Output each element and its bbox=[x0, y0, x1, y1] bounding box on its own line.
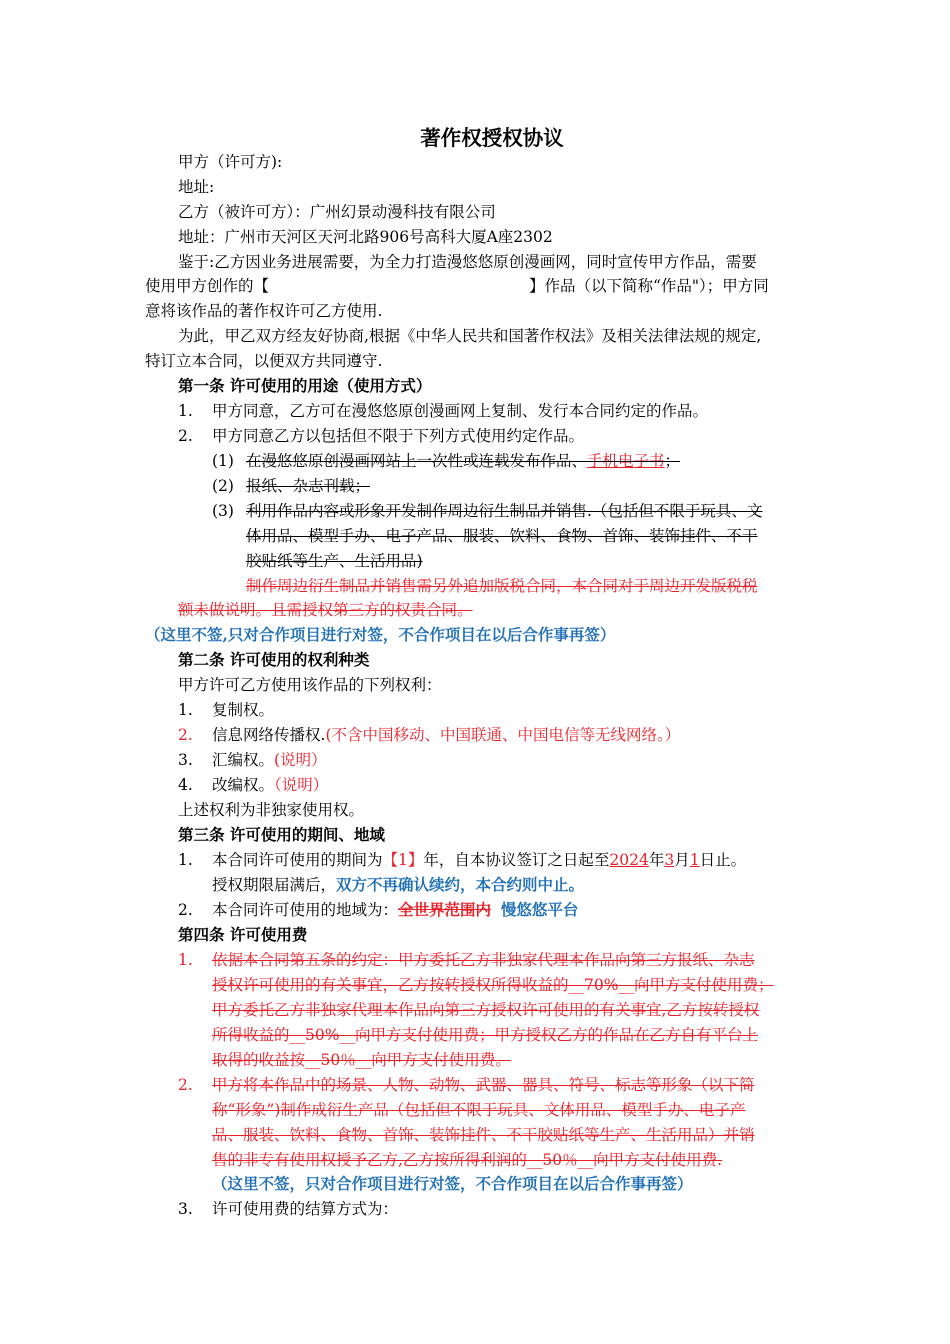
territory-text: 本合同许可使用的地域为： bbox=[212, 901, 399, 919]
article-4-item-3 bbox=[178, 1199, 398, 1219]
article-2-right-2 bbox=[178, 725, 680, 745]
item-number: 2. bbox=[178, 726, 193, 744]
item-text: 改编权。 bbox=[212, 776, 275, 794]
item-text: 甲方同意，乙方可在漫悠悠原创漫画网上复制、发行本合同约定的作品。 bbox=[212, 402, 709, 420]
item-text: 甲方同意乙方以包括但不限于下列方式使用约定作品。 bbox=[212, 427, 585, 445]
term-month-unit: 月 bbox=[674, 851, 690, 869]
article-1-sub-1 bbox=[212, 451, 680, 471]
sub-inserted-text: 手机电子书 bbox=[587, 452, 665, 470]
term-years: 【1】 bbox=[382, 851, 424, 869]
whereas-line-1: 鉴于:乙方因业务进展需要，为全力打造漫悠悠原创漫画网，同时宣传甲方作品，需要 bbox=[178, 253, 757, 271]
renewal-note: 双方不再确认续约，本合约则中止。 bbox=[336, 875, 585, 894]
article-4-item-1-line-3: 甲方委托乙方非独家代理本作品向第三方授权许可使用的有关事宜,乙方按转授权 bbox=[212, 1001, 760, 1019]
article-2-intro: 甲方许可乙方使用该作品的下列权利： bbox=[178, 676, 442, 694]
term-text-b: 年，自本协议签订之日起至 bbox=[423, 851, 610, 869]
term-year-unit: 年 bbox=[648, 851, 665, 869]
article-1-item-2 bbox=[178, 426, 584, 446]
sub-text: 利用作品内容或形象开发制作周边衍生制品并销售.（包括但不限于玩具、文 bbox=[246, 502, 763, 520]
item-number: 3. bbox=[178, 751, 193, 769]
article-4-item-1-line-2: 授权许可使用的有关事宜，乙方按转授权所得收益的__70%__向甲方支付使用费； bbox=[212, 976, 774, 994]
party-b-address: 地址：广州市天河区天河北路906号高科大厦A座2302 bbox=[178, 228, 553, 246]
term-text-c: 日止。 bbox=[699, 851, 747, 869]
party-a-address: 地址: bbox=[178, 178, 215, 196]
sub-text: 在漫悠悠原创漫画网站上一次性或连载发布作品、 bbox=[246, 452, 588, 470]
article-1-heading: 第一条 许可使用的用途（使用方式） bbox=[178, 376, 432, 395]
article-2-right-4 bbox=[178, 775, 328, 795]
item-number: 2. bbox=[178, 427, 193, 445]
item-number: 3. bbox=[178, 1200, 193, 1218]
party-b-label: 乙方（被许可方）：广州幻景动漫科技有限公司 bbox=[178, 203, 496, 221]
article-4-item-1-line-4: 所得收益的__50%__向甲方支付使用费；甲方授权乙方的作品在乙方自有平台上 bbox=[212, 1026, 758, 1044]
article-2-closing: 上述权利为非独家使用权。 bbox=[178, 801, 365, 819]
article-1-red-note-line-1: 制作周边衍生制品并销售需另外追加版税合同，本合同对于周边开发版税税 bbox=[246, 577, 758, 595]
item-text: 信息网络传播权. bbox=[212, 726, 326, 744]
party-a-label: 甲方（许可方): bbox=[178, 153, 283, 171]
item-number: 1. bbox=[178, 402, 193, 420]
item-text: 甲方将本作品中的场景、人物、动物、武器、器具、符号、标志等形象（以下简 bbox=[212, 1076, 755, 1094]
article-2-right-3 bbox=[178, 750, 327, 770]
sub-text: 报纸、杂志刊载； bbox=[246, 477, 371, 495]
article-1-signing-note: （这里不签,只对合作项目进行对签，不合作项目在以后合作事再签） bbox=[145, 625, 616, 644]
item-text: 许可使用费的结算方式为： bbox=[212, 1200, 399, 1218]
article-4-heading: 第四条 许可使用费 bbox=[178, 925, 308, 944]
item-text: 复制权。 bbox=[212, 701, 275, 719]
whereas-line-3: 意将该作品的著作权许可乙方使用. bbox=[145, 302, 383, 320]
article-4-item-1 bbox=[178, 950, 755, 970]
article-1-red-note-line-2: 额未做说明。且需授权第三方的权责合同。 bbox=[178, 601, 473, 619]
term-month: 3 bbox=[664, 851, 675, 869]
article-4-item-2-line-2: 称“形象”)制作成衍生产品（包括但不限于玩具、文体用品、模型手办、电子产 bbox=[212, 1101, 746, 1119]
item-note: （说明） bbox=[274, 776, 329, 794]
item-number: 2. bbox=[178, 901, 193, 919]
item-number: 1. bbox=[178, 701, 193, 719]
item-number: 4. bbox=[178, 776, 193, 794]
territory-platform: 慢悠悠平台 bbox=[500, 900, 579, 919]
term-day: 1 bbox=[689, 851, 700, 869]
sub-number: (3) bbox=[212, 502, 234, 520]
article-3-item-1-line-2 bbox=[212, 875, 584, 895]
term-year: 2024 bbox=[609, 851, 649, 869]
item-text: 依据本合同第五条的约定：甲方委托乙方非独家代理本作品向第三方报纸、杂志 bbox=[212, 951, 755, 969]
article-1-item-1 bbox=[178, 401, 708, 421]
item-number: 1. bbox=[178, 951, 193, 969]
article-2-right-1 bbox=[178, 700, 274, 720]
article-4-item-2-line-4: 售的非专有使用权授予乙方,乙方按所得利润的__50％__向甲方支付使用费. bbox=[212, 1151, 723, 1169]
article-1-sub-3-line-2: 体用品、模型手办、电子产品、服装、饮料、食物、首饰、装饰挂件、不干 bbox=[246, 527, 758, 545]
article-4-item-2 bbox=[178, 1075, 755, 1095]
article-1-sub-2 bbox=[212, 476, 370, 496]
renewal-text: 授权期限届满后， bbox=[212, 876, 337, 894]
article-4-item-1-line-5: 取得的收益按__50％__向甲方支付使用费。 bbox=[212, 1051, 511, 1069]
item-number: 2. bbox=[178, 1076, 193, 1094]
article-3-item-1 bbox=[178, 850, 746, 870]
article-1-sub-3-line-3: 胶贴纸等生产、生活用品) bbox=[246, 552, 423, 570]
whereas-line-2a: 使用甲方创作的【 bbox=[145, 277, 270, 295]
territory-struck: 全世界范围内 bbox=[398, 900, 492, 919]
whereas-line-2b: 】作品（以下简称“作品"）；甲方同 bbox=[529, 277, 769, 295]
article-3-item-2 bbox=[178, 900, 578, 920]
item-text: 汇编权。 bbox=[212, 751, 275, 769]
intro-line-2: 特订立本合同，以便双方共同遵守. bbox=[145, 352, 383, 370]
term-text-a: 本合同许可使用的期间为 bbox=[212, 851, 383, 869]
article-2-heading: 第二条 许可使用的权利种类 bbox=[178, 650, 370, 669]
article-4-item-2-line-3: 品、服装、饮料、食物、首饰、装饰挂件、不干胶贴纸等生产、生活用品）并销 bbox=[212, 1126, 755, 1144]
sub-number: (1) bbox=[212, 452, 234, 470]
intro-line-1: 为此，甲乙双方经友好协商,根据《中华人民共和国著作权法》及相关法律法规的规定, bbox=[178, 327, 762, 345]
item-note: (说明） bbox=[274, 751, 327, 769]
article-1-sub-3 bbox=[212, 501, 762, 521]
sub-number: (2) bbox=[212, 477, 234, 495]
item-note: (不含中国移动、中国联通、中国电信等无线网络。） bbox=[325, 726, 681, 744]
article-3-heading: 第三条 许可使用的期间、地域 bbox=[178, 825, 385, 844]
article-4-signing-note: （这里不签，只对合作项目进行对签，不合作项目在以后合作事再签） bbox=[212, 1174, 693, 1193]
item-number: 1. bbox=[178, 851, 193, 869]
sub-end: ； bbox=[664, 452, 681, 470]
document-title: 著作权授权协议 bbox=[420, 126, 564, 150]
